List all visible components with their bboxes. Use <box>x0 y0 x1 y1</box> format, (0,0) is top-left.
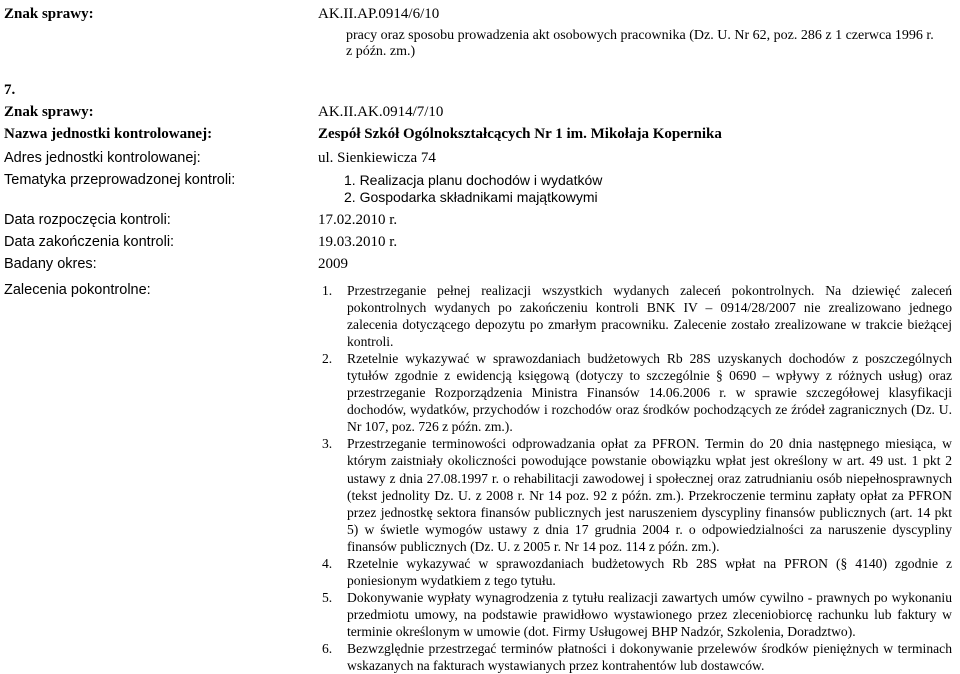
recommendation-item <box>318 555 952 589</box>
recommendation-number: 3. <box>322 436 333 452</box>
recommendation-item <box>318 435 952 554</box>
case-label: Znak sprawy: <box>4 104 94 120</box>
prev-text-line1: pracy oraz sposobu prowadzenia akt osobowych pracownika (Dz. U. Nr 62, poz. 286 z 1 czerwca 1996 r. <box>346 28 934 43</box>
recommendation-text: Rzetelnie wykazywać w sprawozdaniach budżetowych Rb 28S uzyskanych dochodów z poszczególnych tytułów zgodnie z ewidencją księgową (dotyczy to szczególnie § 0690 – wpływy z różnych usług) oraz przestrzeganie Rozporządzenia Ministra Finansów 14.06.2006 r. w sprawie szczegółowej klasyfikacji dochodów, wydatków, przychodów i rozchodów oraz środków pochodzących ze źródeł zagranicznych (Dz. U. Nr 107, poz. 726 z późn. zm.). <box>347 351 952 435</box>
prev-text-line2: z późn. zm.) <box>346 44 416 59</box>
topic-item-2: 2. Gospodarka składnikami majątkowymi <box>344 189 598 205</box>
case-value: AK.II.AK.0914/7/10 <box>318 104 444 120</box>
recommendation-number: 6. <box>322 640 333 656</box>
recommendation-text: Bezwzględnie przestrzegać terminów płatności i dokonywanie przelewów środków pieniężnych w terminach wskazanych na fakturach wystawianych przez kontrahentów lub dostawców. <box>347 640 952 674</box>
end-date-value: 19.03.2010 r. <box>318 234 398 250</box>
recommendation-text: Przestrzeganie terminowości odprowadzania opłat za PFRON. Termin do 20 dnia następnego miesiąca, w którym zaistniały okoliczności powodujące powstanie obowiązku wpłat jest określony w art. 49 ust. 1 pkt 2 ustawy z dnia 27.08.1997 r. o rehabilitacji zawodowej i społecznej oraz zatrudnianiu osób niepełnosprawnych (tekst jednolity Dz. U. z 2008 r. Nr 14 poz. 92 z późn. zm.). Przekroczenie terminu zapłaty opłat za PFRON przez jednostkę sektora finansów publicznych jest naruszeniem dyscypliny finansów publicznych (art. 14 pkt 5) w świetle wymogów ustawy z dnia 17 grudnia 2004 r. o odpowiedzialności za naruszenie dyscypliny finansów publicznych (Dz. U. z 2005 r. Nr 14 poz. 114 z późn. zm.). <box>347 436 952 554</box>
address-value: ul. Sienkiewicza 74 <box>318 150 436 166</box>
recommendation-text: Rzetelnie wykazywać w sprawozdaniach budżetowych Rb 28S wpłat na PFRON (§ 4140) zgodnie z poniesionym wydatkiem z tego tytułu. <box>347 555 952 588</box>
recommendation-text: Dokonywanie wypłaty wynagrodzenia z tytułu realizacji zawartych umów cywilno - prawnych po wykonaniu przedmiotu umowy, na podstawie prawidłowo wystawionego przez zleceniobiorcę rachunku lub faktury w terminie określonym w umowie (dot. Firmy Usługowej BHP Nadzór, Szkolenia, Doradztwo). <box>347 589 952 639</box>
recommendation-item <box>318 282 952 350</box>
recommendations-label: Zalecenia pokontrolne: <box>4 282 151 298</box>
entity-label: Nazwa jednostki kontrolowanej: <box>4 126 213 142</box>
recommendation-number: 2. <box>322 351 333 367</box>
prev-case-value: AK.II.AP.0914/6/10 <box>318 6 440 22</box>
address-label: Adres jednostki kontrolowanej: <box>4 150 201 166</box>
end-date-label: Data zakończenia kontroli: <box>4 234 175 250</box>
recommendation-number: 1. <box>322 283 333 298</box>
recommendation-text: Przestrzeganie pełnej realizacji wszystkich wydanych zaleceń pokontrolnych. Na dziewięć zaleceń pokontrolnych wydanych po zakończeniu kontroli BNK IV – 0914/28/2007 nie zrealizowano jednego zalecenia dotyczącego depozytu po zmarłym pracowniku. Zalecenie zostało zrealizowane w trakcie bieżącej kontroli. <box>347 283 952 350</box>
recommendation-number: 4. <box>322 555 333 571</box>
topics-label: Tematyka przeprowadzonej kontroli: <box>4 172 236 188</box>
topic-item-1: 1. Realizacja planu dochodów i wydatków <box>344 172 603 188</box>
entity-value: Zespół Szkół Ogólnokształcących Nr 1 im. Mikołaja Kopernika <box>318 126 722 142</box>
recommendation-number: 5. <box>322 589 333 605</box>
recommendation-item <box>318 589 952 640</box>
recommendation-item <box>318 640 952 674</box>
recommendations-list <box>318 282 952 674</box>
period-label: Badany okres: <box>4 256 97 272</box>
period-value: 2009 <box>318 256 348 272</box>
prev-case-label: Znak sprawy: <box>4 6 94 22</box>
start-date-value: 17.02.2010 r. <box>318 212 398 228</box>
start-date-label: Data rozpoczęcia kontroli: <box>4 212 171 228</box>
recommendation-item <box>318 350 952 435</box>
entry-number: 7. <box>4 82 16 98</box>
